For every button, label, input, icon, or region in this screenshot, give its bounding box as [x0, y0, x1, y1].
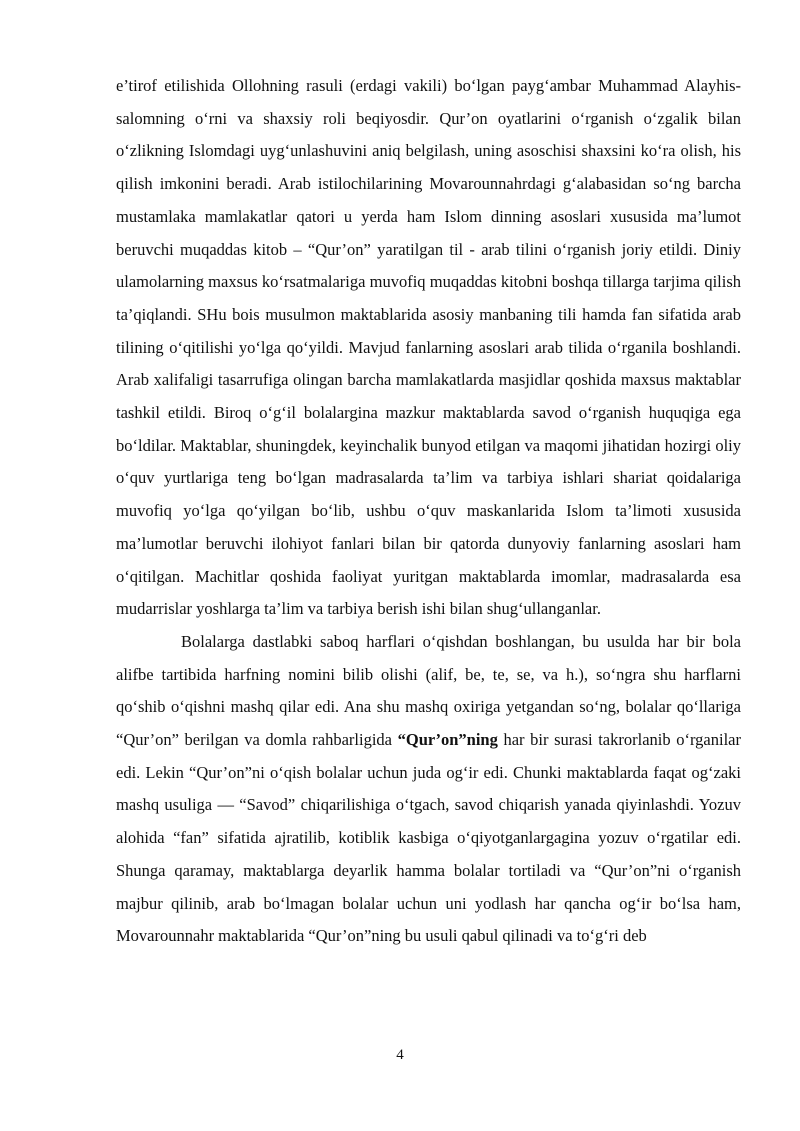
paragraph-2-text-start: Bolalarga dastlabki saboq harflari o‘qishdan boshlangan, bu usulda har bir bola alifbe tartibida harfning nomini bilib olishi (alif, be, te, se, va h.), so‘ngra shu harflarni qo‘shib o‘qishni mashq qilar edi. Ana shu mashq oxiriga yetgandan so‘ng, bolalar qo‘llariga “Qur’on” berilgan va domla rahbarligida — [116, 631, 741, 750]
paragraph-2-bold-term: “Qur’on”ning — [397, 730, 498, 750]
paragraph-2-text-end: har bir surasi takrorlanib o‘rganilar edi. Lekin “Qur’on”ni o‘qish bolalar uchun juda og‘ir edi. Chunki maktablarda faqat og‘zaki mashq usuliga — “Savod” chiqarilishiga o‘tgach, savod chiqarish yanada qiyinlashdi. Yozuv alohida “fan” sifatida ajratilib, kotiblik kasbiga o‘qiyotganlargagina yozuv o‘rgatilar edi. Shunga qaramay, maktablarga deyarlik hamma bolalar tortiladi va “Qur’on”ni o‘rganish majbur qilinib, arab bo‘lmagan bolalar uchun uni yodlash har qancha og‘ir bo‘lsa ham, Movarounnahr maktablarida “Qur’on”ning bu usuli qabul qilinadi va to‘g‘ri deb — [116, 730, 741, 946]
page-number: 4 — [396, 1047, 404, 1063]
paragraph-1: e’tirof etilishida Ollohning rasuli (erdagi vakili) bo‘lgan payg‘ambar Muhammad Alayhis-salomning o‘rni va shaxsiy roli beqiyosdir. Qur’on oyatlarini o‘rganish o‘zgalik bilan o‘zlikning Islomdagi uyg‘unlashuvini aniq belgilash, uning asoschisi shaxsini ko‘ra olish, his qilish imkonini beradi. Arab istilochilarining Movarounnahrdagi g‘alabasidan so‘ng barcha mustamlaka mamlakatlar qatori u yerda ham Islom dinning asoslari xususida ma’lumot beruvchi muqaddas kitob – “Qur’on” yaratilgan til - arab tilini o‘rganish joriy etildi. Diniy ulamolarning maxsus ko‘rsatmalariga muvofiq muqaddas kitobni boshqa tillarga tarjima qilish ta’qiqlandi. SHu bois musulmon maktablarida asosiy manbaning tili hamda fan sifatida arab tilining o‘qitilishi yo‘lga qo‘yildi. Mavjud fanlarning asoslari arab tilida o‘rganila boshlandi. Arab xalifaligi tasarrufiga olingan barcha mamlakatlarda masjidlar qoshida maxsus maktablar tashkil etildi. Biroq o‘g‘il bolalargina mazkur maktablarda savod o‘rganish huquqiga ega bo‘ldilar. Maktablar, shuningdek, keyinchalik bunyod etilgan va maqomi jihatidan hozirgi oliy o‘quv yurtlariga teng bo‘lgan madrasalarda ta’lim va tarbiya ishlari shariat qoidalariga muvofiq yo‘lga qo‘yilgan bo‘lib, ushbu o‘quv maskanlarida Islom ta’limoti xususida ma’lumotlar beruvchi ilohiyot fanlari bilan bir qatorda dunyoviy fanlarning asoslari ham o‘qitilgan. Machitlar qoshida faoliyat yuritgan maktablarda imomlar, madrasalarda esa mudarrislar yoshlarga ta’lim va tarbiya berish ishi bilan shug‘ullanganlar. — [116, 76, 741, 619]
document-page — [116, 70, 741, 953]
paragraph-2 — [116, 626, 741, 953]
